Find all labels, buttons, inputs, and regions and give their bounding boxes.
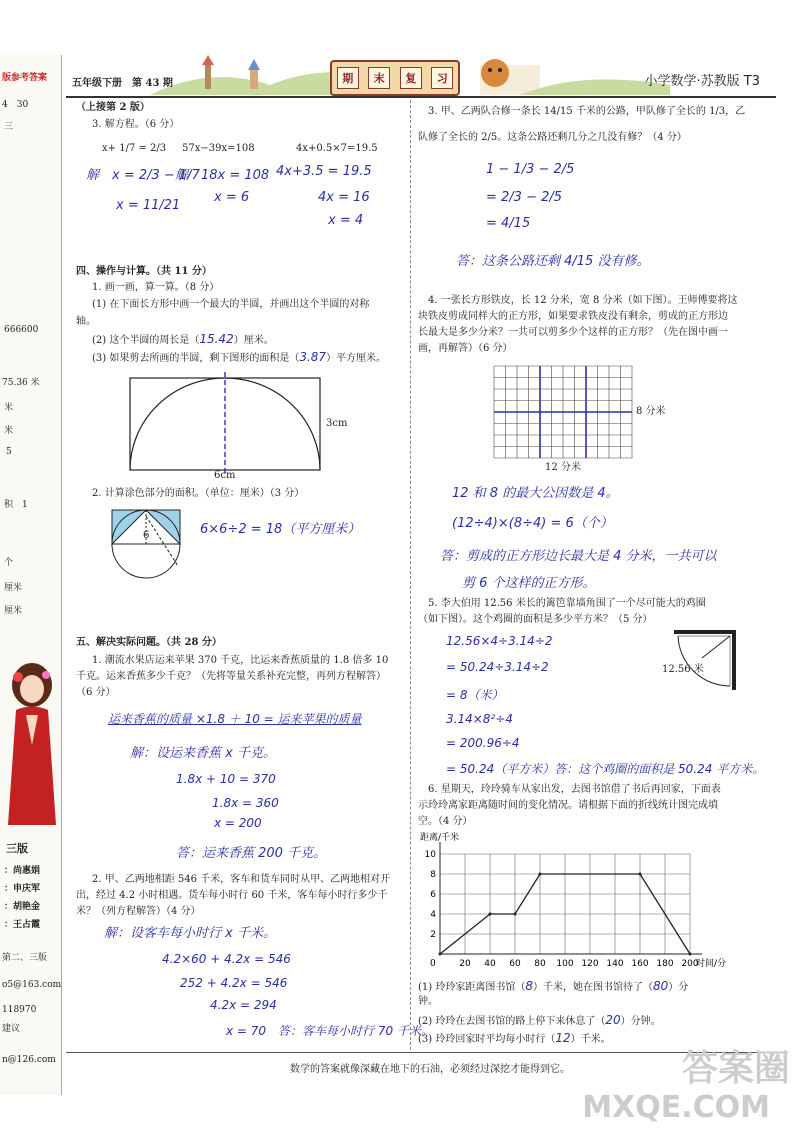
strip-text: 4 30 [2,100,29,110]
s5-q2-sol: 4.2x = 294 [210,998,277,1012]
fill-1-answer-a: 8 [525,979,533,993]
strip-text: 米 [4,426,14,436]
chart-data-point [439,953,442,956]
s5-q2-sol: x = 70 答：客车每小时行 70 千米。 [226,1024,433,1038]
s4-q1c-answer: 3.87 [299,350,327,364]
s5-q1-line: 1. 潮流水果店运来苹果 370 千克，比运来香蕉质量的 1.8 倍多 10 [92,655,389,666]
r3-answer: = 4/15 [486,216,531,231]
strip-text: 版参考答案 [2,73,48,83]
equation-2: 57x−39x=108 [182,143,255,154]
r5-line: （如下图）。这个鸡圈的面积是多少平方米？（5 分） [418,614,653,625]
chart-x-tick: 160 [631,959,649,969]
watermark-url: MXQE.COM [582,1090,770,1125]
answer-3-step3: x = 4 [328,213,364,228]
r6-fill-1-tail: 钟。 [418,996,438,1007]
s4-q2: 2. 计算涂色部分的面积。（单位：厘米）（3 分） [92,488,305,499]
answer-2-step2: x = 6 [214,190,250,205]
r4-line: 画，再解答）（6 分） [418,343,513,354]
chart-y-tick: 10 [424,850,436,860]
fence-length-label: 12.56 米 [662,664,704,675]
chart-x-tick: 20 [459,959,471,969]
s5-q2-sol: 4.2×60 + 4.2x = 546 [162,952,291,966]
strip-text: 积 1 [4,500,28,510]
r6-fill-2: (2) 玲玲在去图书馆的路上停下来休息了（20）分钟。 [418,1013,661,1027]
s4-q1: 1. 画一画，算一算。（8 分） [92,282,220,293]
chart-x-tick: 180 [656,959,674,969]
r6-line: 空。（4 分） [418,816,473,827]
s5-q2-sol: 解：设客车每小时行 x 千米。 [104,926,276,941]
strip-text: 米 [4,403,14,413]
r4-answer: (12÷4)×(8÷4) = 6（个） [452,516,613,531]
strip-text: 5 [6,447,12,457]
dimension-width: 6cm [214,470,236,481]
r4-line: 块铁皮剪成同样大的正方形，如果要求铁皮没有剩余，剪成的正方形边 [418,311,728,322]
strip-text: 三版 [6,842,28,855]
chart-data-point [639,873,642,876]
s4-q1b: (2) 这个半圆的周长是（15.42）厘米。 [92,332,274,346]
answer-1-step1: 解 x = 2/3 − 1/7 [86,168,200,183]
distance-time-chart [418,832,758,972]
fill-1-answer-b: 80 [652,979,669,993]
strip-text: ：尚惠娟 [4,866,41,876]
chart-data-point [514,913,517,916]
chart-data-point [539,873,542,876]
r5-answer: = 200.96÷4 [446,736,520,750]
s4-q1c: (3) 如果剪去所画的半圆，剩下图形的面积是（3.87）平方厘米。 [92,350,387,364]
equation-1: x+ 1/7 = 2/3 [102,143,167,154]
section-5-title: 五、解决实际问题。（共 28 分） [76,637,222,648]
r3-line: 3. 甲、乙两队合修一条长 14/15 千米的公路，甲队修了全长的 1/3，乙 [428,106,746,117]
continued-label: （上接第 2 版） [76,102,150,113]
strip-text: ：申庆军 [4,884,41,894]
issue-title: 五年级下册 第 43 期 [72,78,173,89]
r5-answer: = 50.24÷3.14÷2 [446,660,549,674]
girl-illustration [2,655,60,830]
r3-answer: = 2/3 − 2/5 [486,190,563,205]
footer-quote: 数学的答案就像深藏在地下的石油，必须经过深挖才能得到它。 [290,1064,570,1075]
strip-text: 建议 [2,1024,21,1034]
chart-y-tick: 4 [430,910,436,920]
chart-y-tick: 6 [430,890,436,900]
chart-y-tick: 2 [430,930,436,940]
strip-text: 个 [4,558,14,568]
r5-answer: = 50.24（平方米）答：这个鸡圈的面积是 50.24 平方米。 [446,762,765,776]
chart-x-tick: 60 [509,959,521,969]
left-margin-strip [0,55,62,1095]
chart-data-point [689,953,692,956]
s5-q2-line: 米？（列方程解答）（4 分） [76,906,201,917]
chart-x-tick: 120 [581,959,599,969]
column-divider [410,100,411,1050]
s5-q1-sol: x = 200 [214,816,262,830]
r5-answer: 3.14×8²÷4 [446,712,513,726]
subject-title: 小学数学·苏教版 T3 [644,74,760,89]
figure-label-6: 6 [143,530,150,541]
banner-char: 复 [400,67,422,89]
chart-x-tick: 40 [484,959,496,969]
strip-text: n@126.com [2,1055,56,1065]
strip-text: 666600 [4,325,39,335]
s5-q1-sol: 解：设运来香蕉 x 千克。 [130,746,276,761]
grid-figure [490,362,640,462]
chart-x-tick: 200 [681,959,699,969]
q3-title: 3. 解方程。（6 分） [92,119,180,130]
strip-text: 厘米 [4,606,23,616]
r4-line: 长最大是多少分米？一共可以剪多少个这样的正方形？（先在图中画一 [418,327,728,338]
s5-q1-sol: 1.8x = 360 [212,796,279,810]
chart-y-label: 距离/千米 [420,833,460,843]
r6-fill-1: (1) 玲玲家距离图书馆（8）千米，她在图书馆待了（80）分 [418,979,689,993]
chart-x-label: 时间/分 [696,959,727,969]
r4-answer: 答：剪成的正方形边长最大是 4 分米，一共可以 [440,549,717,564]
banner-char: 末 [368,67,390,89]
s5-q1-line: 千克。运来香蕉多少千克？（先将等量关系补充完整，再列方程解答） [76,671,386,682]
s5-q1-sol: 1.8x + 10 = 370 [176,772,276,786]
r5-answer: = 8（米） [446,688,504,702]
chart-origin-label: 0 [430,959,436,969]
section-banner [330,60,460,96]
chart-x-tick: 140 [606,959,624,969]
fill-3-answer: 12 [555,1031,571,1045]
s5-q1-sol: 答：运来香蕉 200 千克。 [176,846,327,861]
banner-char: 习 [431,67,453,89]
s5-q1-relation: 运来香蕉的质量 ×1.8 ＋ 10 = 运来苹果的质量 [108,712,362,726]
r4-answer: 12 和 8 的最大公因数是 4。 [452,486,619,501]
s5-q2-line: 2. 甲、乙两地相距 546 千米，客车和货车同时从甲、乙两地相对开 [92,874,391,885]
header-rule [66,96,776,98]
r3-line: 队修了全长的 2/5。这条公路还剩几分之几没有修？（4 分） [418,132,687,143]
r5-line: 5. 李大伯用 12.56 米长的篱笆靠墙角围了一个尽可能大的鸡圈 [428,598,706,609]
strip-text: 三 [4,122,14,132]
s5-q2-sol: 252 + 4.2x = 546 [180,976,288,990]
strip-text: ：胡艳金 [4,902,41,912]
answer-1-step2: x = 11/21 [116,198,181,213]
s4-q2-answer: 6×6÷2 = 18（平方厘米） [200,522,361,537]
answer-3-step2: 4x = 16 [318,190,370,205]
strip-text: 118970 [2,1005,37,1015]
s4-q1a-cont: 轴。 [76,316,96,327]
chart-y-tick: 8 [430,870,436,880]
r6-line: 示玲玲离家距离随时间的变化情况。请根据下面的折线统计图完成填 [418,800,718,811]
dimension-height: 3cm [326,418,348,429]
banner-char: 期 [337,67,359,89]
strip-text: ：王占霞 [4,920,41,930]
equation-3: 4x+0.5×7=19.5 [296,143,378,154]
answer-2-step1: 解 18x = 108 [175,168,270,183]
strip-text: 75.36 米 [2,378,40,388]
s4-q1b-answer: 15.42 [199,332,234,346]
answer-3-step1: 4x+3.5 = 19.5 [276,164,372,179]
s5-q2-line: 出，经过 4.2 小时相遇。货车每小时行 60 千米，客车每小时行多少千 [76,890,388,901]
grid-label-width: 12 分米 [545,462,581,473]
strip-text: o5@163.com [2,980,62,990]
r6-line: 6. 星期天，玲玲骑车从家出发，去图书馆借了书后再回家，下面表 [428,784,721,795]
s5-q1-line: （6 分） [76,687,116,698]
chart-data-point [489,913,492,916]
r3-answer: 答：这条公路还剩 4/15 没有修。 [456,254,650,269]
section-4-title: 四、操作与计算。（共 11 分） [76,266,212,277]
chart-x-tick: 80 [534,959,546,969]
shaded-area-figure [104,506,186,592]
r3-answer: 1 − 1/3 − 2/5 [486,162,575,177]
watermark-logo: 答案圈 [681,1048,790,1089]
strip-text: 第二、三版 [2,953,48,963]
fill-2-answer: 20 [605,1013,621,1027]
r5-answer: 12.56×4÷3.14÷2 [446,634,553,648]
grid-label-height: 8 分米 [636,406,666,417]
footer-rule [66,1052,776,1053]
chicken-coop-figure [672,628,740,694]
r4-answer: 剪 6 个这样的正方形。 [462,576,596,591]
chart-x-tick: 100 [556,959,574,969]
r4-line: 4. 一张长方形铁皮，长 12 分米，宽 8 分米（如下图）。王师傅要将这 [428,295,738,306]
r6-fill-3: (3) 玲玲回家时平均每小时行（12）千米。 [418,1031,611,1045]
s4-q1a: (1) 在下面长方形中画一个最大的半圆，并画出这个半圆的对称 [92,299,370,310]
strip-text: 厘米 [4,583,23,593]
